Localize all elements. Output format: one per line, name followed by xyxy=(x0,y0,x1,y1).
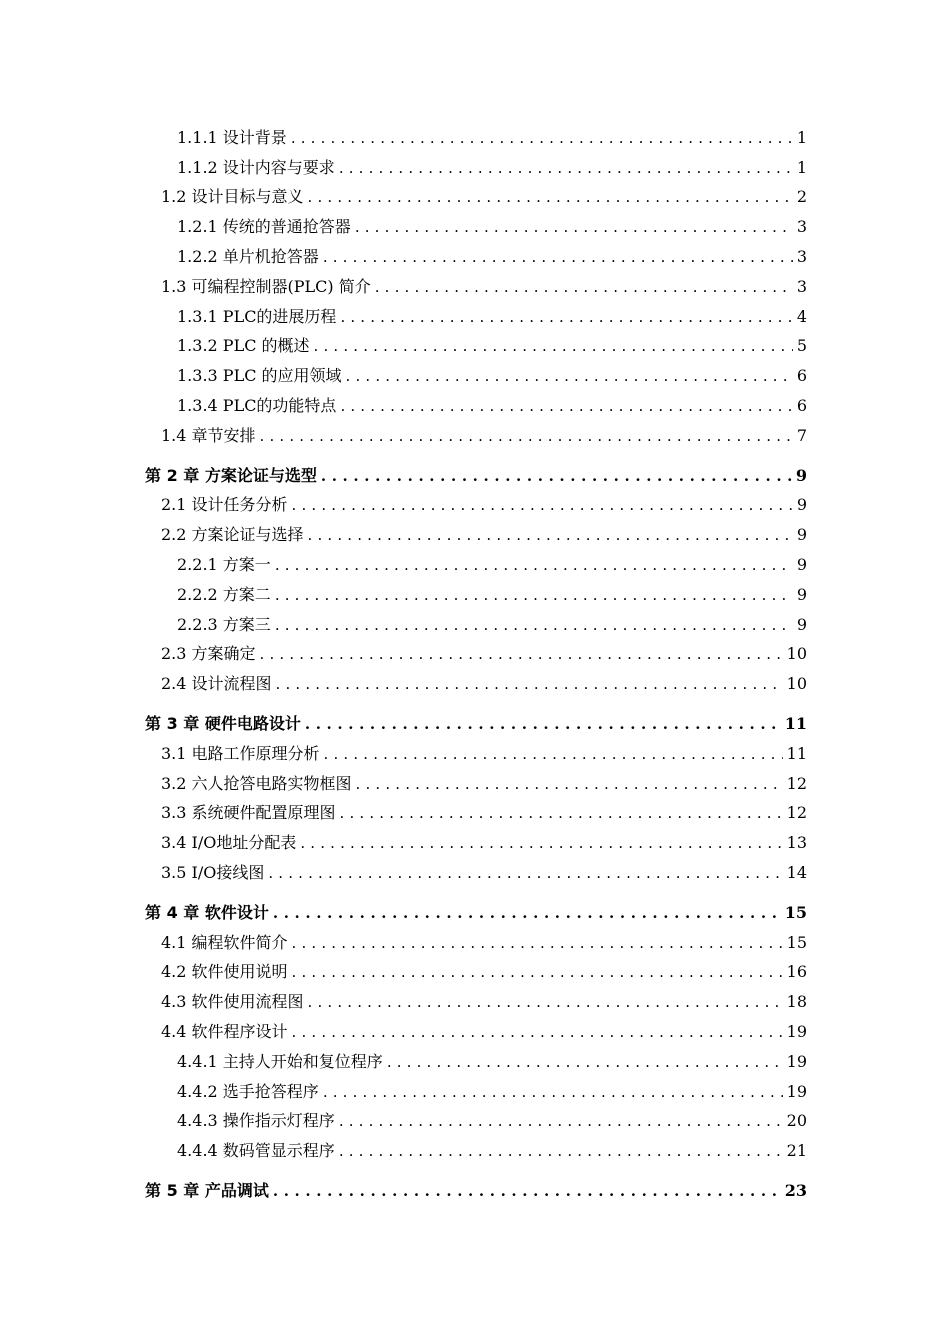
toc-entry-title: 4.2 软件使用说明 xyxy=(161,962,288,982)
toc-entry[interactable] xyxy=(177,1136,807,1166)
dot-leader xyxy=(275,585,793,605)
toc-entry-page-number: 16 xyxy=(786,962,807,982)
dot-leader xyxy=(340,803,783,823)
dot-leader xyxy=(375,277,793,297)
toc-entry[interactable] xyxy=(161,421,807,451)
toc-entry-title: 第 5 章 产品调试 xyxy=(145,1180,269,1200)
toc-entry-title: 1.3.4 PLC的功能特点 xyxy=(177,395,337,415)
toc-entry-title: 1.3.2 PLC 的概述 xyxy=(177,336,310,356)
toc-entry[interactable] xyxy=(161,958,807,988)
toc-entry-title: 1.1.1 设计背景 xyxy=(177,127,287,147)
toc-entry[interactable] xyxy=(161,739,807,769)
toc-entry-page-number: 2 xyxy=(796,187,807,207)
toc-entry[interactable] xyxy=(161,769,807,799)
toc-entry-page-number: 14 xyxy=(786,862,807,882)
toc-entry[interactable] xyxy=(177,302,807,332)
toc-entry-page-number: 3 xyxy=(796,246,807,266)
toc-entry-page-number: 7 xyxy=(796,425,807,445)
toc-entry-title: 4.4.1 主持人开始和复位程序 xyxy=(177,1051,383,1071)
dot-leader xyxy=(260,426,793,446)
dot-leader xyxy=(268,863,782,883)
dot-leader xyxy=(355,217,793,237)
toc-entry-page-number: 5 xyxy=(796,336,807,356)
toc-entry-title: 1.3.3 PLC 的应用领域 xyxy=(177,366,342,386)
toc-entry-page-number: 4 xyxy=(796,306,807,326)
toc-entry[interactable] xyxy=(161,987,807,1017)
toc-entry-title: 2.2.1 方案一 xyxy=(177,554,271,574)
toc-entry-page-number: 9 xyxy=(795,465,807,485)
table-of-contents xyxy=(0,123,950,1206)
toc-entry-page-number: 3 xyxy=(796,276,807,296)
dot-leader xyxy=(339,1141,783,1161)
toc-entry[interactable] xyxy=(177,242,807,272)
toc-entry-page-number: 12 xyxy=(786,773,807,793)
toc-entry-page-number: 11 xyxy=(784,713,807,733)
toc-entry-title: 2.2.2 方案二 xyxy=(177,584,271,604)
toc-entry-title: 3.3 系统硬件配置原理图 xyxy=(161,803,336,823)
toc-entry[interactable] xyxy=(145,709,807,739)
toc-entry-page-number: 19 xyxy=(786,1051,807,1071)
toc-entry-title: 4.4.3 操作指示灯程序 xyxy=(177,1111,335,1131)
dot-leader xyxy=(275,615,793,635)
dot-leader xyxy=(275,555,793,575)
toc-entry-page-number: 1 xyxy=(796,127,807,147)
dot-leader xyxy=(339,158,793,178)
dot-leader xyxy=(273,903,781,923)
dot-leader xyxy=(292,495,793,515)
toc-entry[interactable] xyxy=(177,580,807,610)
toc-entry-page-number: 15 xyxy=(786,932,807,952)
toc-entry-title: 第 3 章 硬件电路设计 xyxy=(145,713,301,733)
dot-leader xyxy=(321,466,792,486)
toc-entry-page-number: 19 xyxy=(786,1021,807,1041)
toc-entry[interactable] xyxy=(177,1047,807,1077)
toc-entry-title: 1.4 章节安排 xyxy=(161,425,256,445)
dot-leader xyxy=(292,933,783,953)
toc-entry[interactable] xyxy=(161,491,807,521)
toc-entry-title: 2.2 方案论证与选择 xyxy=(161,525,304,545)
toc-entry-page-number: 19 xyxy=(786,1081,807,1101)
toc-entry-title: 2.4 设计流程图 xyxy=(161,674,272,694)
dot-leader xyxy=(305,714,781,734)
toc-entry-page-number: 9 xyxy=(796,495,807,515)
toc-entry-title: 第 4 章 软件设计 xyxy=(145,902,269,922)
toc-entry-title: 4.3 软件使用流程图 xyxy=(161,992,304,1012)
dot-leader xyxy=(323,1082,783,1102)
toc-entry-page-number: 23 xyxy=(784,1180,807,1200)
toc-entry-page-number: 11 xyxy=(786,743,807,763)
toc-entry-title: 4.4 软件程序设计 xyxy=(161,1021,288,1041)
toc-entry-title: 1.2.1 传统的普通抢答器 xyxy=(177,217,351,237)
dot-leader xyxy=(308,525,793,545)
toc-entry-title: 4.4.4 数码管显示程序 xyxy=(177,1141,335,1161)
toc-entry-title: 3.2 六人抢答电路实物框图 xyxy=(161,773,352,793)
toc-entry[interactable] xyxy=(177,361,807,391)
toc-entry[interactable] xyxy=(161,928,807,958)
dot-leader xyxy=(300,833,782,853)
dot-leader xyxy=(260,644,783,664)
toc-entry[interactable] xyxy=(177,550,807,580)
dot-leader xyxy=(323,247,793,267)
toc-entry-title: 1.3.1 PLC的进展历程 xyxy=(177,306,337,326)
toc-entry-title: 2.2.3 方案三 xyxy=(177,614,271,634)
toc-entry-title: 3.1 电路工作原理分析 xyxy=(161,743,320,763)
dot-leader xyxy=(308,187,793,207)
toc-entry-page-number: 10 xyxy=(786,674,807,694)
dot-leader xyxy=(340,307,792,327)
dot-leader xyxy=(387,1052,783,1072)
toc-entry-page-number: 9 xyxy=(796,525,807,545)
dot-leader xyxy=(339,1111,783,1131)
toc-entry[interactable] xyxy=(177,123,807,153)
dot-leader xyxy=(308,992,783,1012)
dot-leader xyxy=(346,366,793,386)
toc-entry-title: 2.3 方案确定 xyxy=(161,644,256,664)
dot-leader xyxy=(273,1181,781,1201)
toc-entry-page-number: 18 xyxy=(786,992,807,1012)
toc-entry-title: 4.4.2 选手抢答程序 xyxy=(177,1081,319,1101)
toc-entry-title: 1.2 设计目标与意义 xyxy=(161,187,304,207)
toc-entry-page-number: 6 xyxy=(796,366,807,386)
dot-leader xyxy=(291,128,793,148)
toc-entry[interactable] xyxy=(161,520,807,550)
toc-entry-title: 1.2.2 单片机抢答器 xyxy=(177,246,319,266)
toc-entry[interactable] xyxy=(161,183,807,213)
toc-entry-page-number: 10 xyxy=(786,644,807,664)
toc-entry[interactable] xyxy=(161,799,807,829)
toc-entry-page-number: 6 xyxy=(796,395,807,415)
toc-entry-page-number: 15 xyxy=(784,902,807,922)
toc-entry[interactable] xyxy=(177,391,807,421)
toc-entry[interactable] xyxy=(161,669,807,699)
toc-entry-page-number: 13 xyxy=(786,833,807,853)
toc-entry[interactable] xyxy=(177,610,807,640)
toc-entry-page-number: 9 xyxy=(796,614,807,634)
toc-entry-title: 第 2 章 方案论证与选型 xyxy=(145,465,317,485)
toc-entry-page-number: 21 xyxy=(786,1141,807,1161)
toc-entry-page-number: 9 xyxy=(796,584,807,604)
toc-entry-title: 1.1.2 设计内容与要求 xyxy=(177,157,335,177)
toc-entry-title: 1.3 可编程控制器(PLC) 简介 xyxy=(161,276,371,296)
toc-entry[interactable] xyxy=(161,1017,807,1047)
toc-entry[interactable] xyxy=(145,461,807,491)
toc-entry[interactable] xyxy=(145,1176,807,1206)
toc-entry[interactable] xyxy=(177,1107,807,1137)
toc-entry-page-number: 1 xyxy=(796,157,807,177)
dot-leader xyxy=(324,744,783,764)
toc-entry-page-number: 9 xyxy=(796,554,807,574)
toc-entry-title: 2.1 设计任务分析 xyxy=(161,495,288,515)
toc-entry-title: 4.1 编程软件简介 xyxy=(161,932,288,952)
dot-leader xyxy=(276,674,783,694)
dot-leader xyxy=(356,774,783,794)
toc-entry-page-number: 12 xyxy=(786,803,807,823)
toc-entry-page-number: 20 xyxy=(786,1111,807,1131)
dot-leader xyxy=(340,396,792,416)
toc-entry-page-number: 3 xyxy=(796,217,807,237)
toc-entry[interactable] xyxy=(177,153,807,183)
toc-entry-title: 3.4 I/O地址分配表 xyxy=(161,833,297,853)
toc-entry[interactable] xyxy=(161,828,807,858)
dot-leader xyxy=(292,962,783,982)
toc-entry-title: 3.5 I/O接线图 xyxy=(161,862,265,882)
toc-entry[interactable] xyxy=(161,858,807,888)
toc-entry[interactable] xyxy=(177,212,807,242)
dot-leader xyxy=(292,1022,783,1042)
dot-leader xyxy=(314,336,793,356)
toc-entry[interactable] xyxy=(177,1077,807,1107)
toc-entry[interactable] xyxy=(177,332,807,362)
toc-entry[interactable] xyxy=(161,640,807,670)
toc-entry[interactable] xyxy=(145,898,807,928)
toc-entry[interactable] xyxy=(161,272,807,302)
